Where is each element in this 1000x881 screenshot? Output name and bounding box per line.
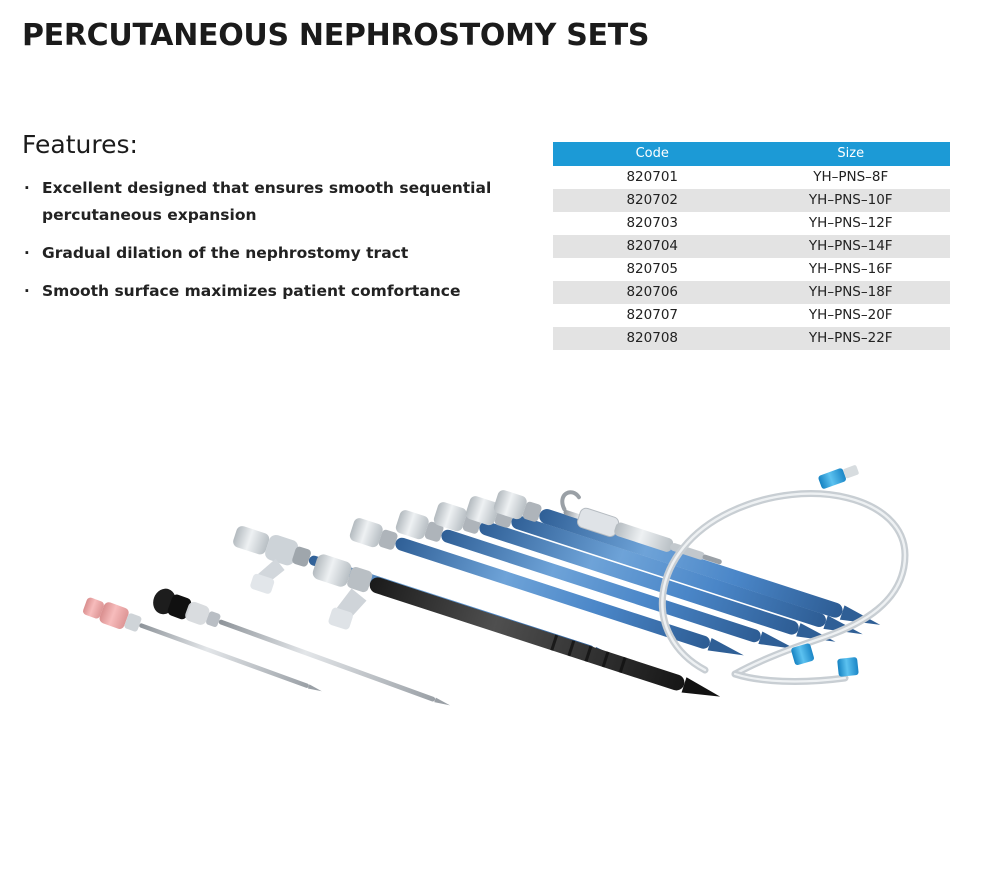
table-header-row (553, 142, 950, 166)
cell-size: YH–PNS–14F (752, 235, 951, 258)
cell-code: 820708 (553, 327, 752, 350)
cell-code: 820701 (553, 166, 752, 189)
puncture-needle-black-hub (150, 585, 455, 717)
feature-item (22, 175, 492, 229)
spec-table (553, 142, 950, 350)
cell-size: YH–PNS–20F (752, 304, 951, 327)
feature-text: Excellent designed that ensures smooth sequential percutaneous expansion (42, 179, 492, 225)
feature-item (22, 240, 492, 267)
table-row (553, 212, 950, 235)
cell-size: YH–PNS–10F (752, 189, 951, 212)
cell-size: YH–PNS–18F (752, 281, 951, 304)
column-header-code: Code (553, 142, 752, 166)
table-row (553, 189, 950, 212)
cell-code: 820707 (553, 304, 752, 327)
cell-code: 820704 (553, 235, 752, 258)
tubing-clamp (837, 657, 859, 677)
cell-size: YH–PNS–16F (752, 258, 951, 281)
bullet-icon: · (24, 282, 30, 301)
cell-size: YH–PNS–12F (752, 212, 951, 235)
feature-text: Gradual dilation of the nephrostomy tract (42, 244, 409, 263)
product-image (0, 420, 1000, 881)
table-row (553, 327, 950, 350)
cell-code: 820703 (553, 212, 752, 235)
bullet-icon: · (24, 179, 30, 197)
table-row (553, 235, 950, 258)
cell-code: 820705 (553, 258, 752, 281)
features-list (22, 175, 492, 306)
features-section (22, 130, 492, 317)
table-row (553, 166, 950, 189)
cell-code: 820702 (553, 189, 752, 212)
features-heading: Features: (22, 130, 138, 159)
table-row (553, 258, 950, 281)
catheter-connector (818, 463, 860, 490)
feature-text: Smooth surface maximizes patient comfortance (42, 282, 461, 301)
cell-code: 820706 (553, 281, 752, 304)
bullet-icon: · (24, 244, 30, 263)
column-header-size: Size (752, 142, 951, 166)
cell-size: YH–PNS–8F (752, 166, 951, 189)
cell-size: YH–PNS–22F (752, 327, 951, 350)
table-row (553, 304, 950, 327)
feature-item (22, 278, 492, 305)
table-row (553, 281, 950, 304)
page-title: PERCUTANEOUS NEPHROSTOMY SETS (22, 18, 650, 53)
